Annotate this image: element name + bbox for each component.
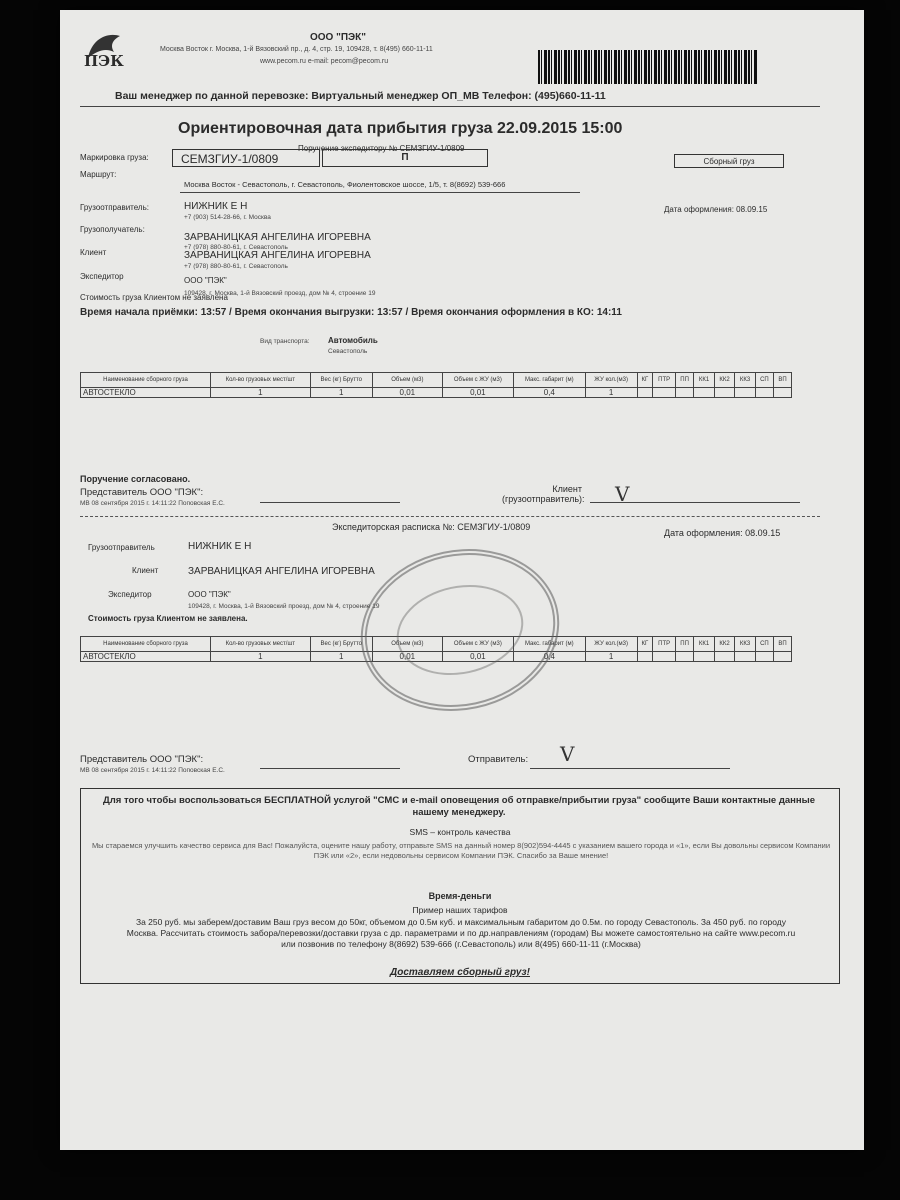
- cut-line: [80, 516, 820, 517]
- signature-line: [260, 502, 400, 503]
- marking-value: СЕМЗГИУ-1/0809: [172, 149, 320, 167]
- table-header: КК3: [735, 637, 756, 652]
- transport-dest: Севастополь: [328, 348, 368, 355]
- table-header: Объем с ЖУ (м3): [442, 373, 513, 388]
- shipper-name: НИЖНИК Е Н: [184, 201, 248, 212]
- receipt-date: Дата оформления: 08.09.15: [664, 528, 781, 538]
- table-header: ВП: [774, 637, 792, 652]
- sms-text: Мы стараемся улучшить качество сервиса для Вас! Пожалуйста, оцените нашу работу, отправьте SMS на данный номер 8(902)594-4445 с указанием вашего города и «1», если Вы довольны сервисом Компании ПЭК или «2», если недовольны сервисом Компании ПЭК. Спасибо за Ваше мнение!: [91, 841, 831, 860]
- table-row: [81, 388, 792, 398]
- table-cell: [637, 388, 653, 398]
- table-header: КГ: [637, 373, 653, 388]
- receipt-client: ЗАРВАНИЦКАЯ АНГЕЛИНА ИГОРЕВНА: [188, 566, 375, 577]
- client-sign-label: Клиент (грузоотправитель):: [502, 484, 585, 504]
- client-label: Клиент: [80, 248, 107, 257]
- table-cell: [694, 652, 715, 662]
- route-underline: [180, 192, 580, 193]
- receipt-shipper: НИЖНИК Е Н: [188, 541, 252, 552]
- slogan: Доставляем сборный груз!: [390, 967, 530, 978]
- table-header: КК3: [735, 373, 756, 388]
- transport-value: Автомобиль: [328, 336, 378, 345]
- table-cell: 1: [310, 388, 372, 398]
- cargo-table-1: [80, 372, 792, 398]
- table-header: Вес (кг) Брутто: [310, 373, 372, 388]
- table-header-row: [81, 373, 792, 388]
- consignee-name: ЗАРВАНИЦКАЯ АНГЕЛИНА ИГОРЕВНА: [184, 232, 371, 243]
- table-cell: 1: [310, 652, 372, 662]
- table-header: Кол-во грузовых мест/шт: [211, 373, 311, 388]
- table-header: ПТР: [653, 373, 676, 388]
- table-header: СП: [755, 373, 773, 388]
- table-cell: [714, 652, 735, 662]
- table-cell: [714, 388, 735, 398]
- table-cell: 0,01: [442, 652, 513, 662]
- table-header: КК2: [714, 637, 735, 652]
- info-box: [80, 788, 840, 984]
- receipt-title: Экспедиторская расписка №: СЕМЗГИУ-1/0809: [332, 522, 531, 532]
- client-sign-line: [590, 502, 800, 503]
- table-header: ПП: [676, 373, 694, 388]
- waybill-document: [60, 10, 864, 1150]
- shipper-label: Грузоотправитель:: [80, 203, 149, 212]
- table-header: ВП: [774, 373, 792, 388]
- marking-label: Маркировка груза:: [80, 153, 149, 162]
- table-cell: 1: [211, 388, 311, 398]
- barcode: [538, 50, 758, 84]
- shipper-phone: +7 (903) 514-28-66, г. Москва: [184, 214, 271, 221]
- table-cell: [637, 652, 653, 662]
- table-header: ПТР: [653, 637, 676, 652]
- table-cell: [774, 652, 792, 662]
- company-name: ООО "ПЭК": [310, 32, 367, 43]
- table-cell: [774, 388, 792, 398]
- logo-text: ПЭК: [84, 52, 124, 70]
- company-address: Москва Восток г. Москва, 1-й Вязовский пр., д. 4, стр. 19, 109428, т. 8(495) 660-11-11: [160, 46, 433, 53]
- table-header: ЖУ кол.(м3): [585, 637, 637, 652]
- sender-sign-label: Отправитель:: [468, 754, 529, 765]
- receipt-rep-note: МВ 08 сентября 2015 г. 14:11:22 Поповская Е.С.: [80, 767, 225, 774]
- manager-line: Ваш менеджер по данной перевозке: Виртуальный менеджер ОП_МВ Телефон: (495)660-11-11: [115, 90, 606, 102]
- table-cell: 0,01: [442, 388, 513, 398]
- table-cell: АВТОСТЕКЛО: [81, 388, 211, 398]
- representative-label: Представитель ООО "ПЭК":: [80, 487, 204, 498]
- receipt-representative: Представитель ООО "ПЭК":: [80, 754, 204, 765]
- tariff-text: За 250 руб. мы заберем/доставим Ваш груз весом до 50кг, объемом до 0.5м куб. и максимальным габаритом до 0.5м. по городу Севастополь. За 450 руб. по городу Москва. Рассчитать стоимость забора/перевозки/доставки груза с др. параметрами и по др.направлениям (городам) Вы можете самостоятельно на сайте www.pecom.ru или позвонив по телефону 8(8692) 539-666 (г.Севастополь) или 8(495) 660-11-11 (г.Москва): [126, 917, 796, 949]
- table-header: Кол-во грузовых мест/шт: [211, 637, 311, 652]
- table-header: Макс. габарит (м): [513, 637, 585, 652]
- receipt-value-note: Стоимость груза Клиентом не заявлена.: [88, 614, 248, 623]
- table-header: КГ: [637, 637, 653, 652]
- receipt-shipper-label: Грузоотправитель: [88, 543, 155, 552]
- table-cell: 1: [211, 652, 311, 662]
- receipt-forwarder: ООО "ПЭК": [188, 590, 231, 599]
- client-phone: +7 (978) 880-80-61, г. Севастополь: [184, 263, 288, 270]
- table-header: Наименование сборного груза: [81, 373, 211, 388]
- table-cell: 1: [585, 388, 637, 398]
- table-cell: 0,01: [372, 388, 442, 398]
- table-cell: 0,4: [513, 388, 585, 398]
- times-line: Время начала приёмки: 13:57 / Время окончания выгрузки: 13:57 / Время окончания оформления в КО: 14:11: [80, 307, 622, 318]
- receipt-client-label: Клиент: [132, 566, 159, 575]
- table-header: Объем (м3): [372, 637, 442, 652]
- receipt-forwarder-address: 109428, г. Москва, 1-й Вязовский проезд, дом № 4, строение 19: [188, 603, 380, 610]
- table-cell: [755, 388, 773, 398]
- signature-line: [260, 768, 400, 769]
- consignee-label: Грузополучатель:: [80, 225, 145, 234]
- company-stamp: [346, 531, 575, 729]
- table-cell: [735, 652, 756, 662]
- table-cell: [735, 388, 756, 398]
- table-cell: [653, 652, 676, 662]
- table-header: Макс. габарит (м): [513, 373, 585, 388]
- table-cell: 0,01: [372, 652, 442, 662]
- arrival-title: Ориентировочная дата прибытия груза 22.09.2015 15:00: [178, 120, 623, 137]
- table-cell: АВТОСТЕКЛО: [81, 652, 211, 662]
- divider: [80, 106, 820, 107]
- sms-title: SMS – контроль качества: [409, 827, 511, 837]
- info-headline: Для того чтобы воспользоваться БЕСПЛАТНОЙ услугой "СМС и e-mail оповещения об отправке/прибытии груза" сообщите Ваши контактные данные нашему менеджеру.: [102, 795, 816, 818]
- table-header: ЖУ кол.(м3): [585, 373, 637, 388]
- route-value: Москва Восток - Севастополь, г. Севастополь, Фиолентовское шоссе, 1/5, т. 8(8692) 539-666: [184, 180, 506, 189]
- tariff-title: Пример наших тарифов: [412, 905, 508, 915]
- table-cell: [653, 388, 676, 398]
- receipt-forwarder-label: Экспедитор: [108, 590, 152, 599]
- table-cell: [694, 388, 715, 398]
- table-header: Объем (м3): [372, 373, 442, 388]
- company-web: www.pecom.ru e-mail: pecom@pecom.ru: [260, 58, 389, 65]
- transport-label: Вид транспорта:: [260, 338, 310, 345]
- consolidated-cargo: Сборный груз: [674, 154, 784, 168]
- route-label: Маршрут:: [80, 170, 117, 179]
- forwarder-name: ООО "ПЭК": [184, 276, 227, 285]
- table-cell: 0,4: [513, 652, 585, 662]
- table-header: Объем с ЖУ (м3): [442, 637, 513, 652]
- client-signature: V: [615, 482, 630, 506]
- table-cell: [676, 388, 694, 398]
- table-header: Наименование сборного груза: [81, 637, 211, 652]
- forwarder-label: Экспедитор: [80, 272, 124, 281]
- order-agreed: Поручение согласовано.: [80, 474, 191, 484]
- table-header: КК2: [714, 373, 735, 388]
- sender-signature: V: [560, 742, 575, 766]
- consignee-phone: +7 (978) 880-80-61, г. Севастополь: [184, 244, 288, 251]
- table-cell: [676, 652, 694, 662]
- forwarder-address: 109428, г. Москва, 1-й Вязовский проезд, дом № 4, строение 19: [184, 290, 376, 297]
- marking-letter: П: [322, 149, 488, 167]
- table-header: Вес (кг) Брутто: [310, 637, 372, 652]
- sender-sign-line: [530, 768, 730, 769]
- table-header: КК1: [694, 373, 715, 388]
- table-cell: 1: [585, 652, 637, 662]
- table-cell: [755, 652, 773, 662]
- declared-value: Стоимость груза Клиентом не заявлена: [80, 293, 228, 302]
- representative-note: МВ 08 сентября 2015 г. 14:11:22 Поповская Е.С.: [80, 500, 225, 507]
- client-name: ЗАРВАНИЦКАЯ АНГЕЛИНА ИГОРЕВНА: [184, 250, 371, 261]
- order-instruction: Поручение экспедитору № СЕМЗГИУ-1/0809: [298, 144, 465, 153]
- table-header: СП: [755, 637, 773, 652]
- table-header: ПП: [676, 637, 694, 652]
- money-title: Время-деньги: [428, 891, 492, 901]
- date-issued: Дата оформления: 08.09.15: [664, 205, 768, 214]
- table-header: КК1: [694, 637, 715, 652]
